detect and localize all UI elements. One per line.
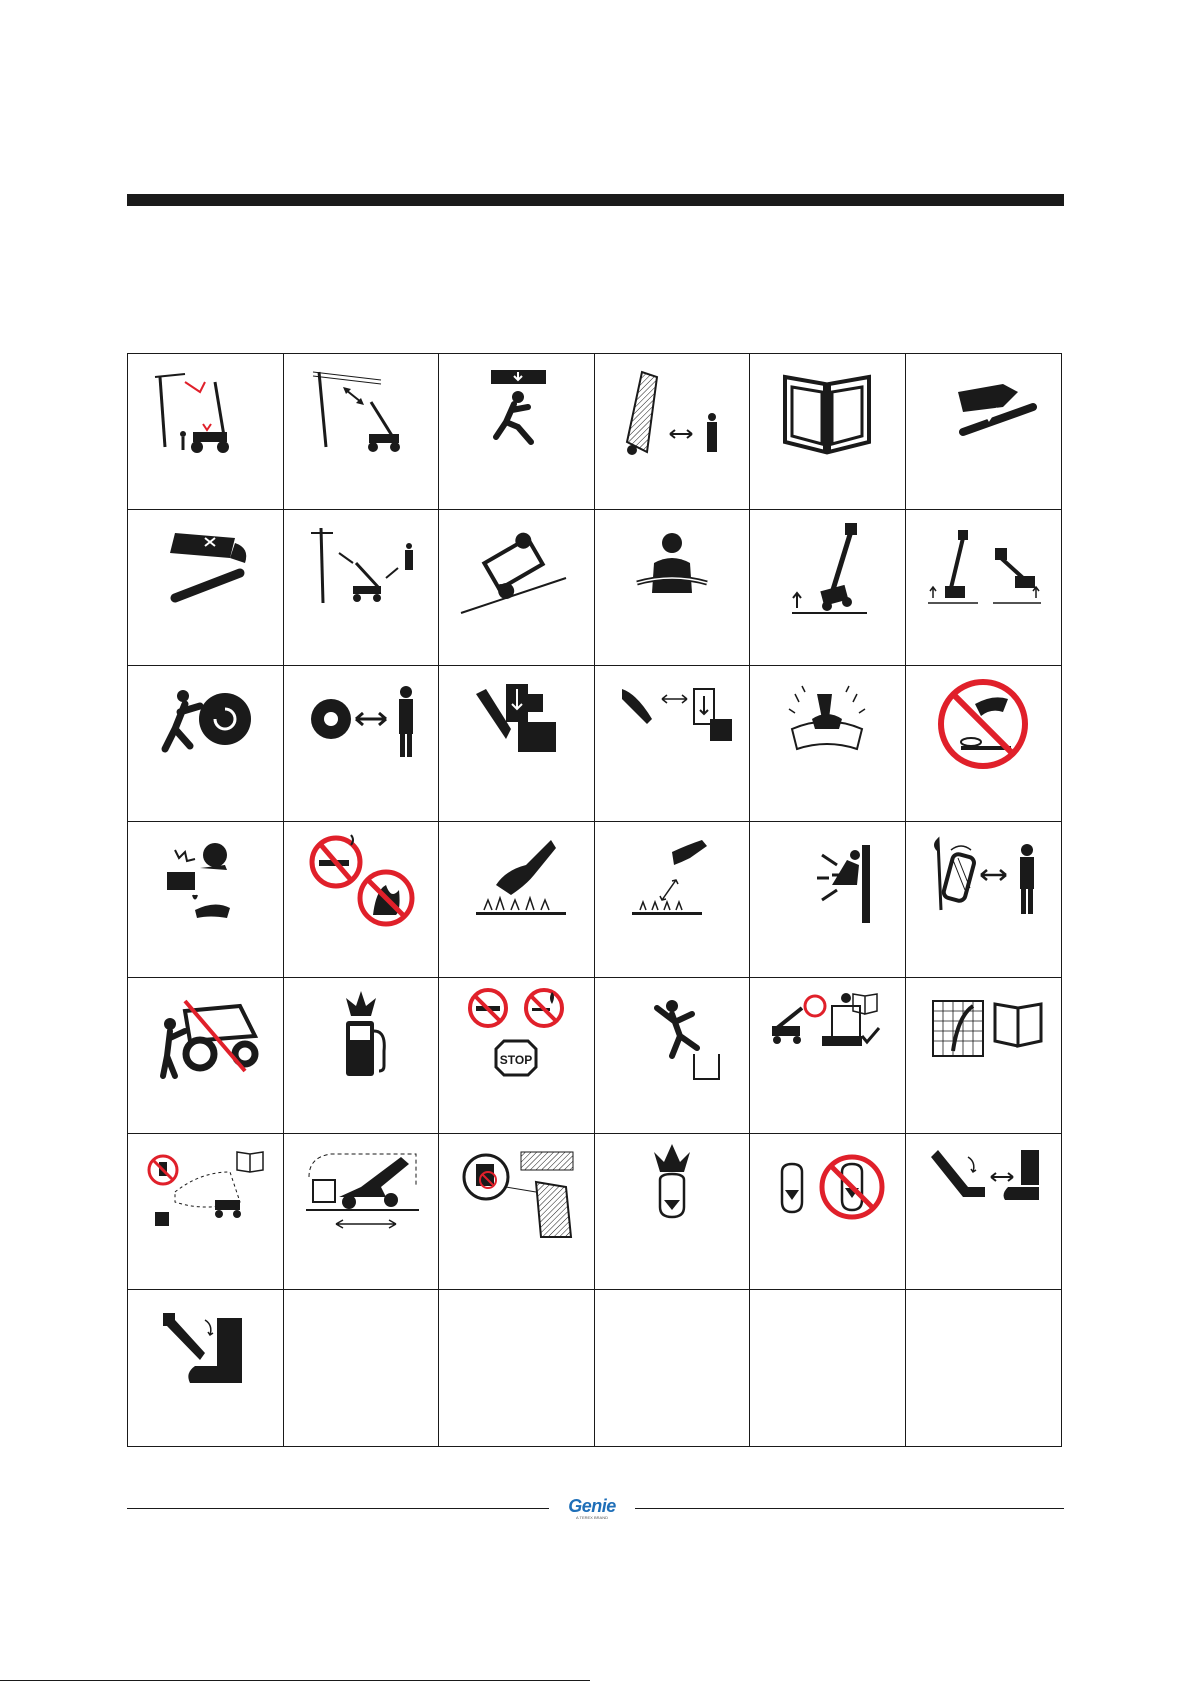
hand-clearance-icon <box>612 674 732 774</box>
rollover-icon <box>456 518 576 618</box>
symbol-cell <box>284 510 440 666</box>
no-smoking-stop-icon <box>456 986 576 1086</box>
burn-hazard-icon <box>456 830 576 930</box>
symbol-cell <box>906 510 1062 666</box>
footer-rule-right <box>635 1508 1064 1509</box>
logo-tagline: A TEREX BRAND <box>576 1515 608 1520</box>
symbol-cell <box>595 510 751 666</box>
symbol-cell <box>128 510 284 666</box>
symbol-cell <box>439 822 595 978</box>
tip-over-clearance-icon <box>612 362 732 462</box>
symbol-cell <box>284 354 440 510</box>
fall-hazard-icon <box>612 986 732 1086</box>
logo-wordmark: Genie <box>568 1496 616 1516</box>
symbol-cell <box>439 1134 595 1290</box>
bottom-edge-rule <box>0 1680 590 1681</box>
symbol-cell <box>750 1134 906 1290</box>
symbol-cell <box>750 354 906 510</box>
footer-rule-left <box>127 1508 549 1509</box>
symbol-cell <box>906 354 1062 510</box>
symbol-cell <box>439 354 595 510</box>
symbol-cell <box>439 978 595 1134</box>
stability-manual-icon <box>145 1142 265 1242</box>
symbol-cell <box>906 666 1062 822</box>
empty-cell <box>284 1290 440 1446</box>
no-smoking-no-flame-icon <box>301 830 421 930</box>
empty-cell <box>750 1290 906 1446</box>
crush-hazard-icon <box>923 362 1043 462</box>
symbol-cell <box>595 666 751 822</box>
load-chart-manual-icon <box>923 986 1043 1086</box>
safety-symbol-grid <box>127 353 1062 1447</box>
hot-surface-icon <box>767 674 887 774</box>
hand-crush-icon <box>145 518 265 618</box>
wheel-clearance-icon <box>301 674 421 774</box>
seat-belt-icon <box>612 518 732 618</box>
symbol-cell <box>595 978 751 1134</box>
genie-logo <box>555 1497 629 1520</box>
symbol-cell <box>128 1290 284 1446</box>
symbol-cell <box>439 510 595 666</box>
symbol-cell <box>284 822 440 978</box>
section-rule <box>127 194 1064 206</box>
impact-hazard-icon <box>767 830 887 930</box>
crushing-load-icon <box>456 674 576 774</box>
hand-distance-icon <box>612 830 732 930</box>
no-accumulator-icon <box>767 1142 887 1242</box>
symbol-cell <box>750 978 906 1134</box>
symbol-cell <box>750 822 906 978</box>
symbol-cell <box>128 822 284 978</box>
symbol-cell <box>595 1134 751 1290</box>
empty-cell <box>595 1290 751 1446</box>
symbol-cell <box>906 1134 1062 1290</box>
symbol-cell <box>595 822 751 978</box>
symbol-cell <box>906 978 1062 1134</box>
power-line-clearance-icon <box>301 362 421 462</box>
operator-compartment-icon <box>456 1142 576 1242</box>
empty-cell <box>439 1290 595 1446</box>
symbol-cell <box>750 666 906 822</box>
symbol-cell <box>128 978 284 1134</box>
foot-crush-distance-icon <box>923 1142 1043 1242</box>
symbol-cell <box>284 1134 440 1290</box>
symbol-cell <box>284 666 440 822</box>
load-travel-icon <box>301 1142 421 1242</box>
symbol-cell <box>906 822 1062 978</box>
boom-tip-icon <box>767 518 887 618</box>
tire-clearance-icon <box>923 830 1043 930</box>
symbol-cell <box>595 354 751 510</box>
falling-object-icon <box>456 362 576 462</box>
level-ground-icon <box>923 518 1043 618</box>
accumulator-explosion-icon <box>612 1142 732 1242</box>
inspection-check-icon <box>767 986 887 1086</box>
empty-cell <box>906 1290 1062 1446</box>
foot-crush-icon <box>145 1298 265 1398</box>
fuel-explosion-icon <box>301 986 421 1086</box>
power-line-distance-icon <box>301 518 421 618</box>
symbol-cell <box>750 510 906 666</box>
symbol-cell <box>284 978 440 1134</box>
symbol-cell <box>128 1134 284 1290</box>
battery-acid-icon <box>145 830 265 930</box>
svg-text:STOP: STOP <box>500 1053 533 1067</box>
no-riding-icon <box>145 986 265 1086</box>
symbol-cell <box>128 666 284 822</box>
no-touch-icon <box>923 674 1043 774</box>
read-manual-icon <box>767 362 887 462</box>
electrocution-icon <box>145 362 265 462</box>
rotating-wheel-icon <box>145 674 265 774</box>
symbol-cell <box>128 354 284 510</box>
symbol-cell <box>439 666 595 822</box>
